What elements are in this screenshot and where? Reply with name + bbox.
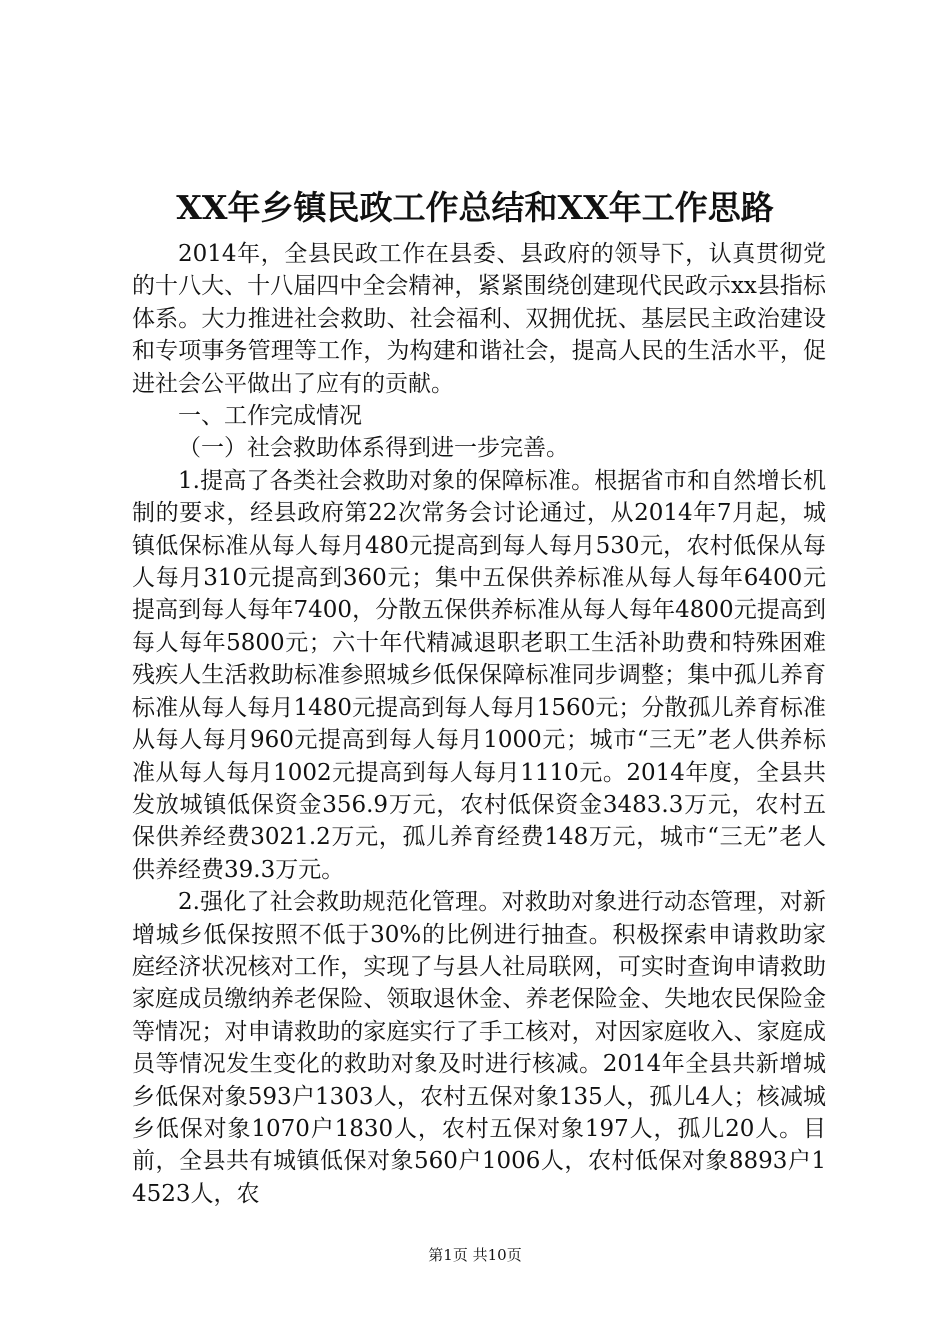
paragraph-item-1: 1.提高了各类社会救助对象的保障标准。根据省市和自然增长机制的要求，经县政府第22次常务会讨论通过，从2014年7月起，城镇低保标准从每人每月480元提高到每人每月530元，农村低保从每人每月310元提高到360元；集中五保供养标准从每人每年6400元提高到每人每年7400，分散五保供养标准从每人每年4800元提高到每人每年5800元；六十年代精减退职老职工生活补助费和特殊困难残疾人生活救助标准参照城乡低保保障标准同步调整；集中孤儿养育标准从每人每月1480元提高到每人每月1560元；分散孤儿养育标准从每人每月960元提高到每人每月1000元；城市“三无”老人供养标准从每人每月1002元提高到每人每月1110元。2014年度，全县共发放城镇低保资金356.9万元，农村低保资金3483.3万元，农村五保供养经费3021.2万元，孤儿养育经费148万元，城市“三无”老人供养经费39.3万元。	[132, 467, 826, 883]
page-title: XX年乡镇民政工作总结和XX年工作思路	[176, 188, 774, 227]
document-body	[132, 238, 826, 1210]
paragraph-intro: 2014年，全县民政工作在县委、县政府的领导下，认真贯彻党的十八大、十八届四中全会精神，紧紧围绕创建现代民政示xx县指标体系。大力推进社会救助、社会福利、双拥优抚、基层民主政治建设和专项事务管理等工作，为构建和谐社会，提高人民的生活水平，促进社会公平做出了应有的贡献。	[132, 241, 826, 397]
subsection-heading: （一）社会救助体系得到进一步完善。	[178, 435, 569, 462]
section-heading: 一、工作完成情况	[178, 403, 362, 430]
page-footer: 第1页 共10页	[428, 1246, 522, 1264]
paragraph-item-2: 2.强化了社会救助规范化管理。对救助对象进行动态管理，对新增城乡低保按照不低于30%的比例进行抽查。积极探索申请救助家庭经济状况核对工作，实现了与县人社局联网，可实时查询申请救助家庭成员缴纳养老保险、领取退休金、养老保险金、失地农民保险金等情况；对申请救助的家庭实行了手工核对，对因家庭收入、家庭成员等情况发生变化的救助对象及时进行核减。2014年全县共新增城乡低保对象593户1303人，农村五保对象135人，孤儿4人；核减城乡低保对象1070户1830人，农村五保对象197人，孤儿20人。目前，全县共有城镇低保对象560户1006人，农村低保对象8893户14523人，农	[132, 889, 826, 1207]
